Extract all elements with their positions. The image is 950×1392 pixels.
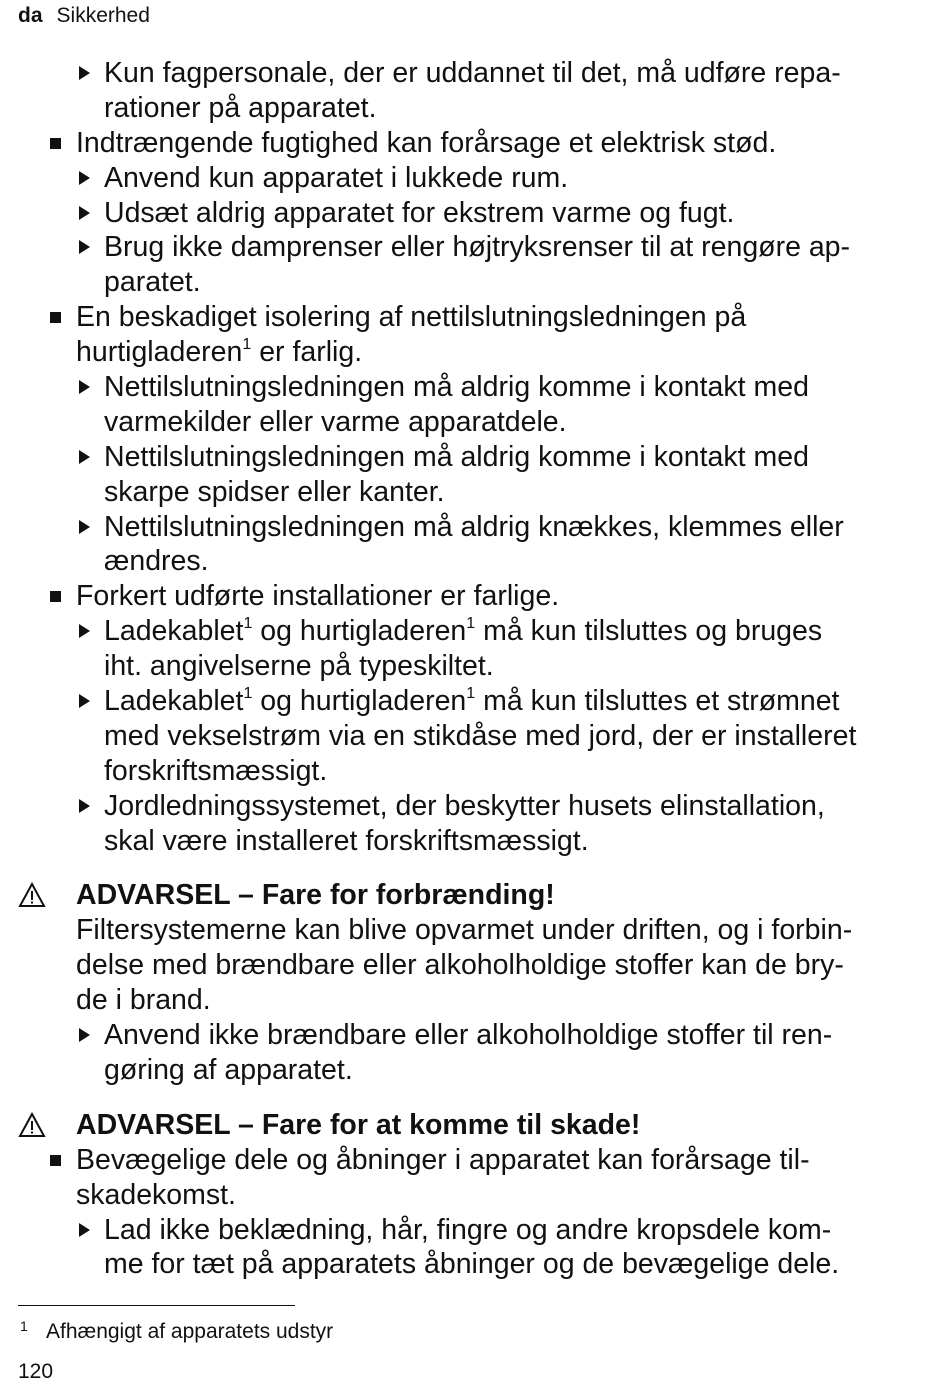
arrow-bullet-icon (79, 694, 90, 708)
list-item-cont: hurtigladeren$^1$ er farlig. (76, 335, 363, 369)
list-item-cont: paratet. (104, 266, 201, 299)
list-item: Anvend ikke brændbare eller alkoholholdige stoffer til ren- (0, 1018, 950, 1053)
list-item: Nettilslutningsledningen må aldrig komme i kontakt med (0, 370, 950, 405)
list-item: Kun fagpersonale, der er uddannet til det, må udføre repa- (0, 56, 950, 91)
list-item: Lad ikke beklædning, hår, fingre og andre kropsdele kom- (0, 1213, 950, 1248)
page-number: 120 (18, 1360, 54, 1383)
list-item-cont: forskriftsmæssigt. (104, 754, 328, 787)
list-item-cont: skal være installeret forskriftsmæssigt. (104, 824, 589, 857)
list-item: Bevægelige dele og åbninger i apparatet kan forårsage til- (0, 1143, 950, 1178)
arrow-bullet-icon (79, 206, 90, 220)
list-item-cont: iht. angivelserne på typeskiltet. (104, 650, 494, 683)
list-item-cont: rationer på apparatet. (104, 91, 377, 124)
list-item-cont: skarpe spidser eller kanter. (104, 475, 445, 508)
section-title: Sikkerhed (56, 4, 150, 27)
list-item-cont: me for tæt på apparatets åbninger og de bevægelige dele. (104, 1248, 840, 1281)
warning-text: de i brand. (76, 984, 211, 1017)
safety-content (0, 56, 950, 1282)
list-item-cont: med vekselstrøm via en stikdåse med jord, der er installeret (104, 719, 857, 752)
list-item: Ladekablet$^1$ og hurtigladeren$^1$ må kun tilsluttes et strømnet (0, 684, 950, 719)
square-bullet-icon (50, 591, 61, 602)
list-item: Indtrængende fugtighed kan forårsage et elektrisk stød. (0, 126, 950, 161)
warning-heading: ADVARSEL – Fare for at komme til skade! (0, 1108, 950, 1143)
list-item: Jordledningssystemet, der beskytter husets elinstallation, (0, 789, 950, 824)
list-item-cont: gøring af apparatet. (104, 1053, 353, 1086)
language-code: da (18, 4, 43, 27)
list-item-cont: skadekomst. (76, 1178, 236, 1211)
list-item: Brug ikke damprenser eller højtryksrenser til at rengøre ap- (0, 230, 950, 265)
footnote-ref: 1 (466, 614, 476, 632)
page-header (18, 4, 150, 28)
warning-text: Filtersystemerne kan blive opvarmet under driften, og i forbin- (76, 914, 853, 947)
footnote-text: Afhængigt af apparatets udstyr (46, 1320, 334, 1343)
footnote-divider (18, 1305, 295, 1306)
footnote-ref: 1 (242, 335, 252, 353)
square-bullet-icon (50, 1155, 61, 1166)
arrow-bullet-icon (79, 520, 90, 534)
list-item: Udsæt aldrig apparatet for ekstrem varme og fugt. (0, 196, 950, 231)
square-bullet-icon (50, 138, 61, 149)
arrow-bullet-icon (79, 66, 90, 80)
list-item: Anvend kun apparatet i lukkede rum. (0, 161, 950, 196)
list-item: En beskadiget isolering af nettilslutningsledningen på (0, 300, 950, 335)
list-item: Nettilslutningsledningen må aldrig knækkes, klemmes eller (0, 510, 950, 545)
arrow-bullet-icon (79, 799, 90, 813)
arrow-bullet-icon (79, 450, 90, 464)
warning-heading: ADVARSEL – Fare for forbrænding! (0, 878, 950, 913)
footnote-ref: 1 (243, 684, 253, 702)
square-bullet-icon (50, 312, 61, 323)
arrow-bullet-icon (79, 1028, 90, 1042)
warning-triangle-icon (18, 882, 46, 908)
list-item: Nettilslutningsledningen må aldrig komme i kontakt med (0, 440, 950, 475)
arrow-bullet-icon (79, 171, 90, 185)
arrow-bullet-icon (79, 1223, 90, 1237)
arrow-bullet-icon (79, 240, 90, 254)
arrow-bullet-icon (79, 380, 90, 394)
list-item-cont: ændres. (104, 545, 209, 578)
footnote-ref: 1 (243, 614, 253, 632)
warning-triangle-icon (18, 1112, 46, 1138)
footnote-ref: 1 (466, 684, 476, 702)
list-item: Ladekablet$^1$ og hurtigladeren$^1$ må kun tilsluttes og bruges (0, 614, 950, 649)
footnote-mark: 1 (20, 1318, 28, 1334)
list-item-cont: varmekilder eller varme apparatdele. (104, 405, 567, 438)
warning-text: delse med brændbare eller alkoholholdige stoffer kan de bry- (76, 949, 844, 982)
arrow-bullet-icon (79, 624, 90, 638)
list-item: Forkert udførte installationer er farlige. (0, 579, 950, 614)
